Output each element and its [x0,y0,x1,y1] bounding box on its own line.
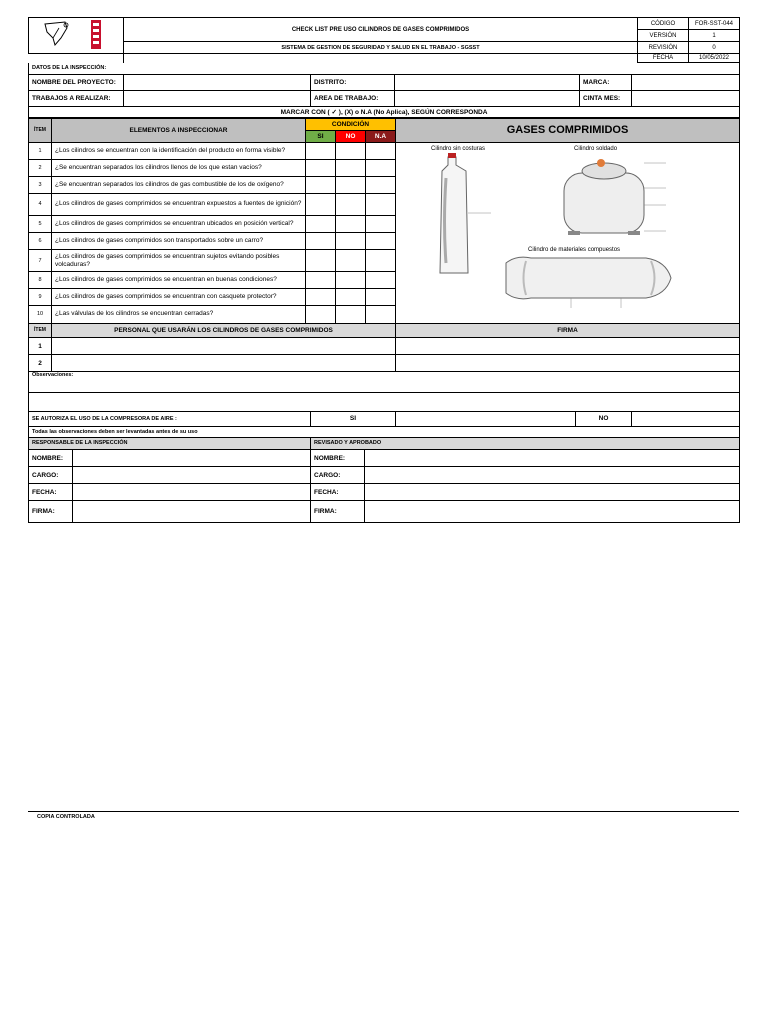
item-question: ¿Los cilindros de gases comprimidos se encuentran expuestos a fuentes de ignición? [52,193,306,215]
item-header: ÍTEM [29,118,52,142]
check-si-cell[interactable] [306,306,336,323]
check-no-cell[interactable] [336,193,366,215]
observations-table [28,372,740,438]
personnel-item-header: ÍTEM [29,324,52,338]
work-field[interactable] [124,90,311,106]
check-no-cell[interactable] [336,250,366,272]
observations-label: Observaciones: [29,372,740,392]
reviewed-header: REVISADO Y APROBADO [311,438,740,450]
signature-header: FIRMA [396,324,740,338]
check-na-cell[interactable] [366,272,396,289]
meta-label-date: FECHA [638,54,689,63]
personnel-name-field[interactable] [52,338,396,355]
label-welded: Cilindro soldado [574,145,618,152]
check-si-cell[interactable] [306,272,336,289]
brand-label: MARCA: [580,74,632,90]
inspection-section-label: DATOS DE LA INSPECCIÓN: [29,63,740,74]
check-no-cell[interactable] [336,176,366,193]
reviewed-field-input[interactable] [365,484,740,501]
signoff-row [29,484,740,501]
personnel-row-number: 2 [29,355,52,372]
item-number: 9 [29,289,52,306]
responsible-field-label: FECHA: [29,484,73,501]
check-na-cell[interactable] [366,193,396,215]
check-si-cell[interactable] [306,250,336,272]
reviewed-field-label: FIRMA: [311,501,365,523]
logo-cell [29,18,124,54]
responsible-field-label: NOMBRE: [29,450,73,467]
personnel-signature-field[interactable] [396,355,740,372]
observations-field[interactable] [29,392,740,411]
item-number: 4 [29,193,52,215]
signoff-row [29,467,740,484]
authorize-si-label: SI [311,411,396,426]
meta-value-date: 10/05/2022 [689,54,740,63]
check-no-cell[interactable] [336,272,366,289]
item-question: ¿Los cilindros de gases comprimidos se encuentran ubicados en posición vertical? [52,215,306,232]
responsible-field-input[interactable] [73,467,311,484]
check-no-cell[interactable] [336,142,366,159]
si-header: SI [306,130,336,142]
authorize-si-field[interactable] [396,411,576,426]
meta-value-code: FOR-SST-044 [689,18,740,30]
signoff-row [29,501,740,523]
authorize-no-field[interactable] [632,411,740,426]
cylinder-diagram [396,142,740,323]
check-na-cell[interactable] [366,306,396,323]
signoff-table [28,438,740,524]
responsible-header: RESPONSABLE DE LA INSPECCIÓN [29,438,311,450]
na-header: N.A [366,130,396,142]
reviewed-field-label: FECHA: [311,484,365,501]
check-no-cell[interactable] [336,306,366,323]
district-label: DISTRITO: [311,74,395,90]
signoff-row [29,450,740,467]
checklist-form [28,17,739,523]
item-number: 3 [29,176,52,193]
personnel-row-number: 1 [29,338,52,355]
item-number: 10 [29,306,52,323]
area-field[interactable] [395,90,580,106]
authorize-no-label: NO [576,411,632,426]
responsible-field-input[interactable] [73,484,311,501]
project-label: NOMBRE DEL PROYECTO: [29,74,124,90]
responsible-field-input[interactable] [73,450,311,467]
responsible-field-label: CARGO: [29,467,73,484]
meta-label-code: CÓDIGO [638,18,689,30]
personnel-header: PERSONAL QUE USARÁN LOS CILINDROS DE GASES COMPRIMIDOS [52,324,396,338]
responsible-field-input[interactable] [73,501,311,523]
item-question: ¿Los cilindros de gases comprimidos se encuentran con casquete protector? [52,289,306,306]
item-number: 2 [29,159,52,176]
check-si-cell[interactable] [306,142,336,159]
check-no-cell[interactable] [336,159,366,176]
cylinder-diagram-image [396,143,740,321]
form-subtitle: SISTEMA DE GESTION DE SEGURIDAD Y SALUD EN EL TRABAJO - SGSST [124,42,638,54]
reviewed-field-label: NOMBRE: [311,450,365,467]
check-na-cell[interactable] [366,159,396,176]
tape-label: CINTA MES: [580,90,632,106]
mark-instruction: MARCAR CON ( ✓ ), (X) o N.A (No Aplica), SEGÚN CORRESPONDA [29,106,740,117]
check-no-cell[interactable] [336,232,366,249]
responsible-field-label: FIRMA: [29,501,73,523]
item-question: ¿Los cilindros se encuentran con la identificación del producto en forma visible? [52,142,306,159]
reviewed-field-label: CARGO: [311,467,365,484]
company-logo-icon [29,18,124,51]
area-label: AREA DE TRABAJO: [311,90,395,106]
header-table [28,17,740,63]
project-field[interactable] [124,74,311,90]
item-number: 1 [29,142,52,159]
meta-value-revision: 0 [689,42,740,54]
item-question: ¿Los cilindros de gases comprimidos son transportados sobre un carro? [52,232,306,249]
item-question: ¿Las válvulas de los cilindros se encuentran cerradas? [52,306,306,323]
check-si-cell[interactable] [306,176,336,193]
observations-note: Todas las observaciones deben ser levantadas antes de su uso [29,426,740,437]
personnel-name-field[interactable] [52,355,396,372]
personnel-table [28,324,740,373]
check-na-cell[interactable] [366,232,396,249]
item-question: ¿Se encuentran separados los cilindros de gas combustible de los de oxígeno? [52,176,306,193]
item-question: ¿Los cilindros de gases comprimidos se encuentran sujetos evitando posibles volcaduras? [52,250,306,272]
item-number: 6 [29,232,52,249]
checklist-row [29,142,740,159]
item-question: ¿Se encuentran separados los cilindros llenos de los que estan vacíos? [52,159,306,176]
check-na-cell[interactable] [366,176,396,193]
check-si-cell[interactable] [306,289,336,306]
check-na-cell[interactable] [366,289,396,306]
work-label: TRABAJOS A REALIZAR: [29,90,124,106]
item-number: 7 [29,250,52,272]
elements-header: ELEMENTOS A INSPECCIONAR [52,118,306,142]
condition-header: CONDICIÓN [306,118,396,130]
reviewed-field-input[interactable] [365,501,740,523]
check-no-cell[interactable] [336,215,366,232]
label-seamless: Cilindro sin costuras [431,145,486,152]
no-header: NO [336,130,366,142]
check-si-cell[interactable] [306,159,336,176]
item-question: ¿Los cilindros de gases comprimidos se encuentran en buenas condiciones? [52,272,306,289]
checklist-table [28,118,740,324]
check-si-cell[interactable] [306,232,336,249]
personnel-signature-field[interactable] [396,338,740,355]
tape-field[interactable] [632,90,740,106]
reviewed-field-input[interactable] [365,450,740,467]
check-na-cell[interactable] [366,250,396,272]
district-field[interactable] [395,74,580,90]
gases-title: GASES COMPRIMIDOS [396,118,740,142]
footer-text: COPIA CONTROLADA [37,814,95,820]
reviewed-field-input[interactable] [365,467,740,484]
form-title: CHECK LIST PRE USO CILINDROS DE GASES COMPRIMIDOS [124,18,638,42]
check-si-cell[interactable] [306,215,336,232]
check-no-cell[interactable] [336,289,366,306]
check-na-cell[interactable] [366,215,396,232]
item-number: 8 [29,272,52,289]
authorize-label: SE AUTORIZA EL USO DE LA COMPRESORA DE AIRE : [29,411,311,426]
meta-label-revision: REVISIÓN [638,42,689,54]
check-na-cell[interactable] [366,142,396,159]
item-number: 5 [29,215,52,232]
check-si-cell[interactable] [306,193,336,215]
meta-value-version: 1 [689,30,740,42]
meta-label-version: VERSIÓN [638,30,689,42]
brand-field[interactable] [632,74,740,90]
inspection-table [28,63,740,118]
label-composite: Cilindro de materiales compuestos [528,246,621,253]
footer-divider [28,811,739,812]
